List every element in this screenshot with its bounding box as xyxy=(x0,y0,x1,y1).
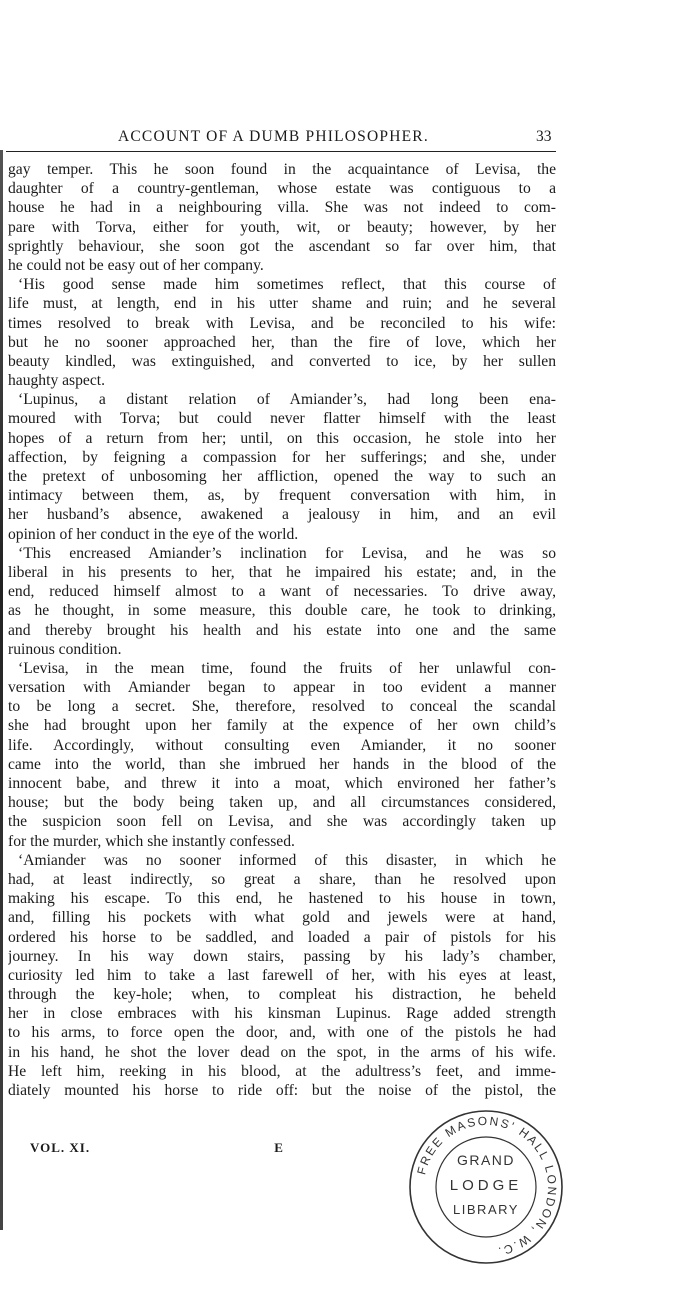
text-line: came into the world, than she imbrued her hands in the blood of the xyxy=(8,755,556,773)
text-line: journey. In his way down stairs, passing by his lady’s chamber, xyxy=(8,947,556,965)
header-rule xyxy=(6,151,556,152)
text-line: haughty aspect. xyxy=(8,372,105,390)
text-line: times resolved to break with Levisa, and be reconciled to his wife: xyxy=(8,314,556,332)
stamp-line-lodge: LODGE xyxy=(449,1177,523,1194)
page-edge xyxy=(0,150,3,1230)
text-line: sprightly behaviour, she soon got the ascendant so far over him, that xyxy=(8,237,556,255)
text-line: gay temper. This he soon found in the acquaintance of Levisa, the xyxy=(8,161,556,178)
text-line: making his escape. To this end, he hastened to his house in town, xyxy=(8,890,556,908)
text-line: moured with Torva; but could never flatter himself with the least xyxy=(8,410,556,428)
text-line: and thereby brought his health and his estate into one and the same xyxy=(8,621,556,639)
text-line: in his hand, he shot the lover dead on the spot, in the arms of his wife. xyxy=(8,1043,556,1061)
page-number: 33 xyxy=(536,128,552,145)
text-line: hopes of a return from her; until, on this occasion, he stole into her xyxy=(8,429,556,447)
stamp-outer-text: FREE MASONS' HALL LONDON, W.C. xyxy=(414,1113,560,1260)
text-line: ‘Amiander was no sooner informed of this disaster, in which he xyxy=(18,851,556,869)
text-line: but he no sooner approached her, than the fire of love, which her xyxy=(8,333,556,351)
text-line: for the murder, which she instantly confessed. xyxy=(8,832,295,850)
text-line: her husband’s absence, awakened a jealousy in him, and an evil xyxy=(8,506,556,524)
text-line: the suspicion soon fell on Levisa, and she was accordingly taken up xyxy=(8,813,556,831)
stamp-line-library: LIBRARY xyxy=(453,1202,519,1217)
text-line: He left him, reeking in his blood, at the adultress’s feet, and imme- xyxy=(8,1062,556,1080)
text-line: versation with Amiander began to appear in too evident a manner xyxy=(8,679,556,697)
text-line: liberal in his presents to her, that he impaired his estate; and, in the xyxy=(8,563,556,581)
text-line: and, filling his pockets with what gold and jewels were at hand, xyxy=(8,909,556,927)
text-line: opinion of her conduct in the eye of the world. xyxy=(8,525,299,543)
text-line: ruinous condition. xyxy=(8,640,122,658)
text-line: ‘Levisa, in the mean time, found the fruits of her unlawful con- xyxy=(18,659,556,677)
text-line: life. Accordingly, without consulting even Amiander, it no sooner xyxy=(8,736,556,754)
library-stamp xyxy=(406,1107,566,1267)
text-line: end, reduced himself almost to a want of necessaries. To drive away, xyxy=(8,583,556,601)
text-line: ‘Lupinus, a distant relation of Amiander’s, had long been ena- xyxy=(18,391,556,409)
text-line: life must, at length, end in his utter shame and ruin; and he several xyxy=(8,295,556,313)
text-line: pare with Torva, either for youth, wit, or beauty; however, by her xyxy=(8,218,556,236)
text-line: intimacy between them, as, by frequent conversation with him, in xyxy=(8,487,556,505)
signature-mark: E xyxy=(274,1140,284,1155)
text-line: innocent babe, and threw it into a moat, which environed her father’s xyxy=(8,775,556,792)
text-line: ‘This encreased Amiander’s inclination for Levisa, and he was so xyxy=(18,544,556,562)
text-line: curiosity led him to take a last farewell of her, with his eyes at least, xyxy=(8,966,556,984)
text-line: beauty kindled, was extinguished, and converted to ice, by her sullen xyxy=(8,352,556,370)
text-line: she had brought upon her family at the expence of her own child’s xyxy=(8,717,556,735)
text-line: he could not be easy out of her company. xyxy=(8,256,264,274)
text-line: to be long a secret. She, therefore, resolved to conceal the scandal xyxy=(8,698,556,716)
signature-line xyxy=(30,1140,284,1156)
text-line: had, at least indirectly, so great a share, than he resolved upon xyxy=(8,870,556,888)
text-line: ordered his horse to be saddled, and loaded a pair of pistols for his xyxy=(8,928,556,946)
text-line: the pretext of unbosoming her affliction, opened the way to such an xyxy=(8,468,556,485)
text-line: her in close embraces with his kinsman Lupinus. Rage added strength xyxy=(8,1005,556,1023)
text-line: ‘His good sense made him sometimes reflect, that this course of xyxy=(18,276,556,294)
text-line: diately mounted his horse to ride off: but the noise of the pistol, the xyxy=(8,1082,556,1099)
text-line: to his arms, to force open the door, and, with one of the pistols he had xyxy=(8,1024,556,1042)
text-line: daughter of a country-gentleman, whose estate was contiguous to a xyxy=(8,180,556,198)
text-line: house he had in a neighbouring villa. She was not indeed to com- xyxy=(8,199,556,217)
text-line: house; but the body being taken up, and all circumstances considered, xyxy=(8,794,556,812)
text-line: affection, by feigning a compassion for her sufferings; and she, under xyxy=(8,448,556,466)
text-line: as he thought, in some measure, this double care, he took to drinking, xyxy=(8,602,556,620)
volume-label: VOL. XI. xyxy=(30,1140,91,1155)
page-header xyxy=(0,120,681,148)
running-head: ACCOUNT OF A DUMB PHILOSOPHER. xyxy=(118,128,429,145)
body-text xyxy=(8,160,556,1100)
stamp-line-grand: GRAND xyxy=(456,1152,516,1168)
text-line: through the key-hole; when, to compleat his distraction, he beheld xyxy=(8,986,556,1004)
